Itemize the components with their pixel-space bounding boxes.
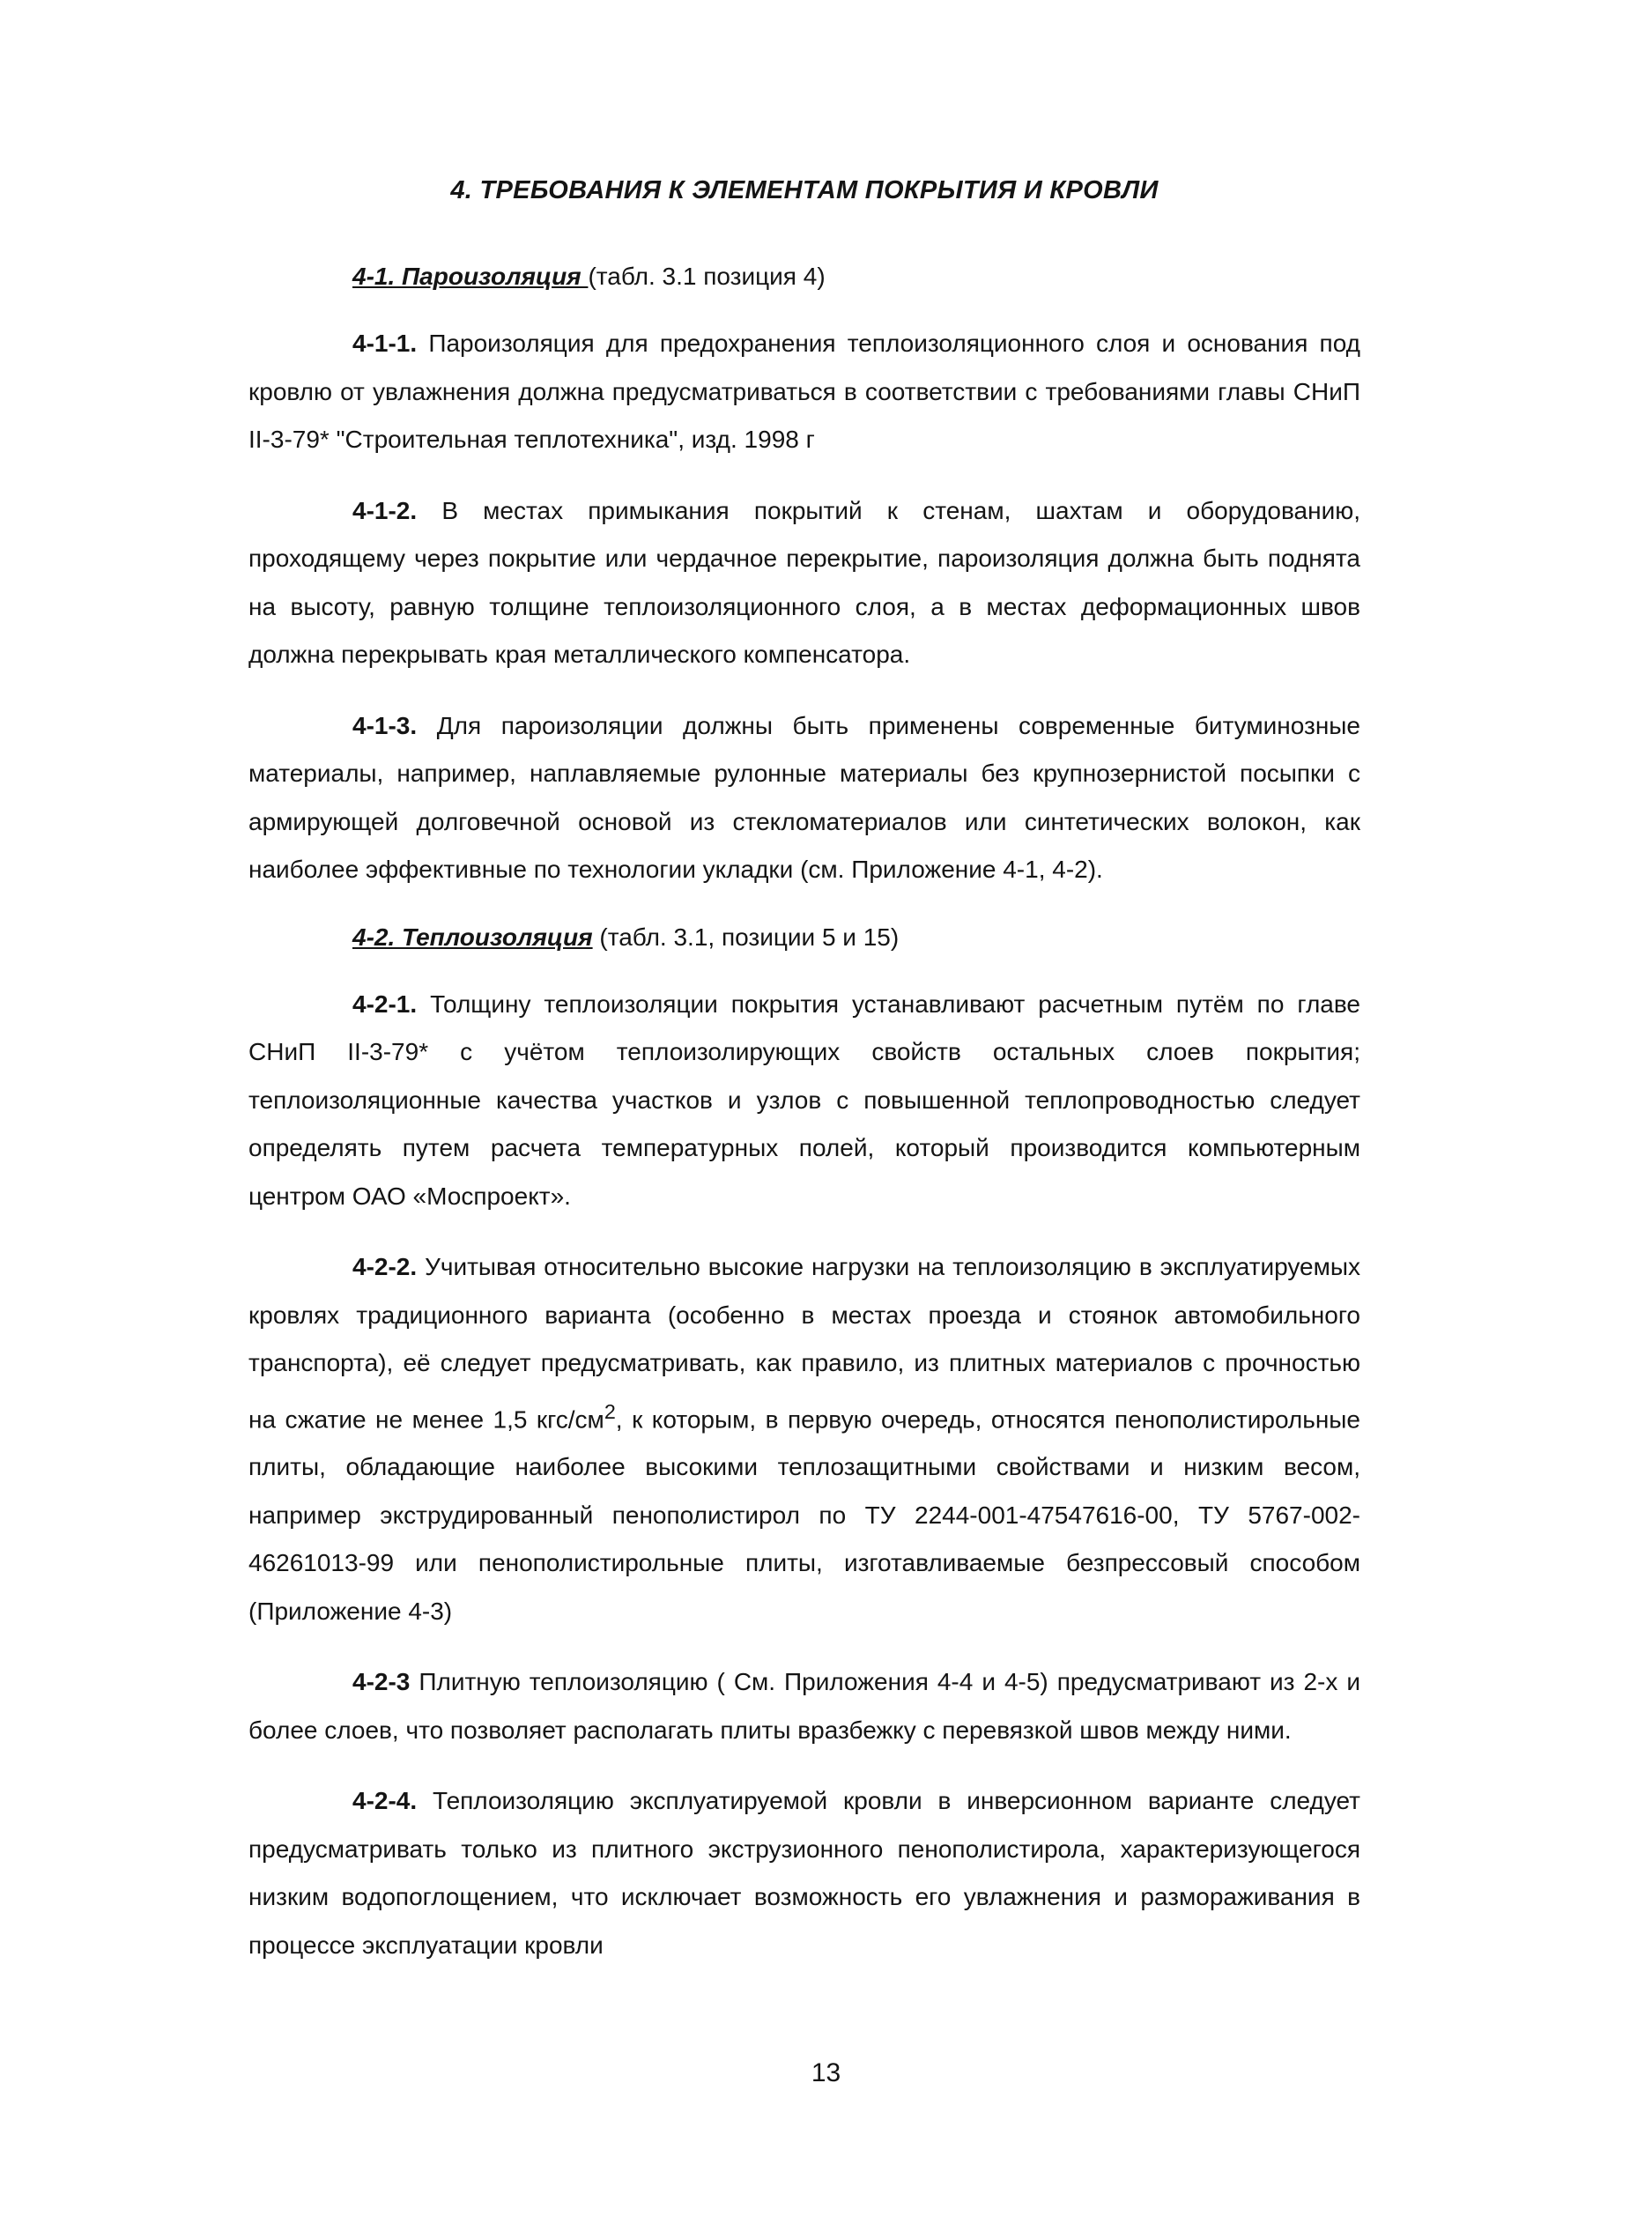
section-heading-label: 4-2. Теплоизоляция — [352, 923, 593, 951]
superscript-exponent: 2 — [604, 1399, 616, 1423]
section-heading-ref: (табл. 3.1, позиции 5 и 15) — [592, 923, 900, 951]
page-number: 13 — [811, 2058, 841, 2087]
paragraph-number: 4-2-2. — [352, 1253, 418, 1280]
paragraph-text: Учитывая относительно высокие нагрузки на теплоизоляцию в эксплуатируемых кровлях традиционного варианта (особенно в местах проезда и стоянок автомобильного транспорта), её следует предусматривать, как правило, из плитных материалов с прочностью на сжатие не менее 1,5 кгс/см — [248, 1253, 1361, 1433]
section-heading-label: 4-1. Пароизоляция — [352, 263, 589, 290]
paragraph-4-2-2 — [248, 1243, 1360, 1635]
paragraph-number: 4-2-1. — [352, 990, 418, 1018]
paragraph-text: В местах примыкания покрытий к стенам, шахтам и оборудованию, проходящему через покрытие или чердачное перекрытие, пароизоляция должна быть поднята на высоту, равную толщине теплоизоляционного слоя, а в местах деформационных швов должна перекрывать края металлического компенсатора. — [248, 496, 1360, 668]
paragraph-4-1-1 — [248, 320, 1360, 464]
paragraph-number: 4-1-3. — [352, 711, 418, 739]
paragraph-number: 4-2-4. — [352, 1787, 418, 1815]
paragraph-text: Для пароизоляции должны быть применены современные битуминозные материалы, например, наплавляемые рулонные материалы без крупнозернистой посыпки с армирующей долговечной основой из стекломатериалов или синтетических волокон, как наиболее эффективные по технологии укладки (см. Приложение 4-1, 4-2). — [248, 711, 1361, 883]
paragraph-text: Толщину теплоизоляции покрытия устанавливают расчетным путём по главе СНиП II-3-79* с учётом теплоизолирующих свойств остальных слоев покрытия; теплоизоляционные качества участков и узлов с повышенной теплопроводностью следует определять путем расчета температурных полей, который производится компьютерным центром ОАО «Моспроект». — [248, 990, 1360, 1210]
paragraph-text-continued: , к которым, в первую очередь, относятся пенополистирольные плиты, обладающие наиболее высокими теплозащитными свойствами и низким весом, например экструдированный пенополистирол по ТУ 2244-001-47547616-00, ТУ 5767-002-46261013-99 или пенополистирольные плиты, изготавливаемые безпрессовый способом (Приложение 4-3) — [248, 1405, 1360, 1625]
paragraph-number: 4-1-2. — [352, 496, 418, 524]
paragraph-number: 4-2-3 — [352, 1668, 411, 1696]
paragraph-4-2-3 — [248, 1658, 1360, 1754]
paragraph-text: Плитную теплоизоляцию ( См. Приложения 4-4 и 4-5) предусматривают из 2-х и более слоев, что позволяет располагать плиты вразбежку с перевязкой швов между ними. — [248, 1668, 1361, 1744]
page-title: 4. ТРЕБОВАНИЯ К ЭЛЕМЕНТАМ ПОКРЫТИЯ И КРОВЛИ — [450, 176, 1159, 204]
paragraph-number: 4-1-1. — [352, 330, 418, 357]
paragraph-4-1-2 — [248, 487, 1360, 679]
paragraph-text: Теплоизоляцию эксплуатируемой кровли в инверсионном варианте следует предусматривать только из плитного экструзионного пенополистирола, характеризующегося низким водопоглощением, что исключает возможность его увлажнения и размораживания в процессе эксплуатации кровли — [248, 1787, 1360, 1959]
paragraph-4-2-4 — [248, 1777, 1360, 1969]
paragraph-4-1-3 — [248, 702, 1360, 894]
document-page — [248, 176, 1360, 1992]
paragraph-4-2-1 — [248, 981, 1360, 1221]
section-heading-4-1 — [352, 256, 1360, 297]
section-heading-4-2 — [352, 917, 1360, 958]
paragraph-text: Пароизоляция для предохранения теплоизоляционного слоя и основания под кровлю от увлажнения должна предусматриваться в соответствии с требованиями главы СНиП II-3-79* "Строительная теплотехника", изд. 1998 г — [248, 330, 1360, 453]
section-heading-ref: (табл. 3.1 позиция 4) — [588, 263, 826, 290]
